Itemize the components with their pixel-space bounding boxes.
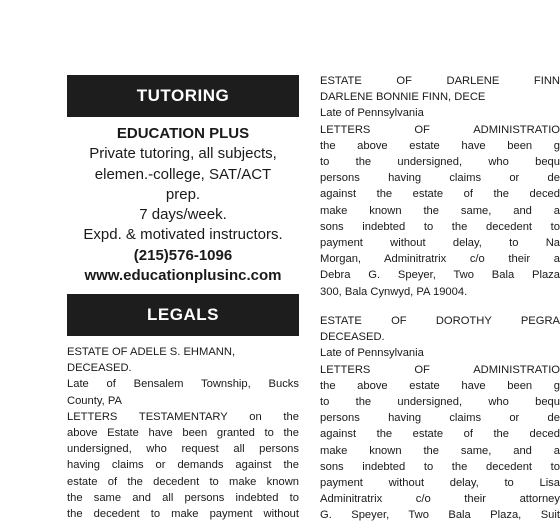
legal-text-line: ESTATE OF DARLENE FINN bbox=[320, 75, 560, 87]
legal-notice-finn bbox=[320, 73, 560, 300]
right-column-fragment bbox=[320, 0, 560, 522]
legal-text-line: DECEASED. bbox=[320, 331, 385, 344]
legal-text-line: payment without delay, to Lisa bbox=[320, 477, 560, 490]
legal-text-line: ESTATE OF DOROTHY PEGRA bbox=[320, 315, 560, 327]
legal-text-line: sons indebted to the decedent to bbox=[320, 460, 560, 473]
legal-text-line: to the undersigned, who bequ bbox=[320, 396, 560, 409]
legal-text-line: the decedent to make payment without bbox=[67, 508, 299, 521]
legal-text-line: Late of Bensalem Township, Bucks bbox=[67, 378, 299, 391]
legal-text-line: LETTERS OF ADMINISTRATIO bbox=[320, 363, 560, 376]
ad-text-line: prep. bbox=[165, 185, 201, 203]
ad-text-line: EDUCATION PLUS bbox=[116, 125, 250, 142]
legal-text-line: DARLENE BONNIE FINN, DECE bbox=[320, 91, 486, 104]
legal-text-line: the above estate have been g bbox=[320, 139, 560, 152]
legal-text-line: undersigned, who request all persons bbox=[67, 443, 299, 456]
legal-text-line: the same and all persons indebted to bbox=[67, 491, 299, 504]
ad-text-line: Expd. & motivated instructors. bbox=[83, 226, 283, 244]
legal-notice-ehmann bbox=[67, 344, 299, 522]
legal-text-line: make known the same, and a bbox=[320, 444, 560, 457]
legal-text-line: G. Speyer, Two Bala Plaza, Suit bbox=[320, 509, 560, 522]
legal-text-line: ESTATE OF ADELE S. EHMANN, bbox=[67, 346, 236, 358]
legal-text-line: DECEASED. bbox=[67, 362, 132, 375]
legal-text-line: LETTERS TESTAMENTARY on the bbox=[67, 410, 299, 423]
legal-text-line: sons indebted to the decedent to bbox=[320, 220, 560, 233]
legal-text-line: County, PA bbox=[67, 394, 122, 407]
ad-text-line: Private tutoring, all subjects, bbox=[89, 145, 277, 163]
legal-text-line: persons having claims or de bbox=[320, 172, 560, 185]
education-plus-ad bbox=[67, 124, 299, 286]
legal-text-line: above Estate have been granted to the bbox=[67, 427, 299, 440]
ad-text-line: (215)576-1096 bbox=[133, 246, 233, 264]
legal-text-line: having claims or demands against the bbox=[67, 459, 299, 472]
ad-text-line: elemen.-college, SAT/ACT bbox=[94, 165, 272, 183]
tutoring-header: TUTORING bbox=[67, 75, 299, 117]
legal-text-line: make known the same, and a bbox=[320, 204, 560, 217]
legal-text-line: against the estate of the deced bbox=[320, 188, 560, 201]
legal-text-line: Late of Pennsylvania bbox=[320, 347, 424, 360]
legal-text-line: to the undersigned, who bequ bbox=[320, 156, 560, 169]
legal-text-line: the above estate have been g bbox=[320, 379, 560, 392]
legal-text-line: Morgan, Adminitratrix c/o their a bbox=[320, 253, 560, 266]
legals-header: LEGALS bbox=[67, 294, 299, 336]
legal-text-line: Adminitratrix c/o their attorney bbox=[320, 493, 560, 506]
middle-column bbox=[67, 0, 299, 521]
legal-text-line: persons having claims or de bbox=[320, 412, 560, 425]
ad-text-line: www.educationplusinc.com bbox=[84, 267, 282, 285]
ad-text-line: 7 days/week. bbox=[139, 206, 227, 224]
legal-text-line: LETTERS OF ADMINISTRATIO bbox=[320, 123, 560, 136]
legal-text-line: payment without delay, to Na bbox=[320, 237, 560, 250]
legal-text-line: against the estate of the deced bbox=[320, 428, 560, 441]
legal-text-line: Late of Pennsylvania bbox=[320, 107, 424, 120]
legal-notice-pegra bbox=[320, 313, 560, 524]
legal-text-line: Debra G. Speyer, Two Bala Plaza bbox=[320, 269, 560, 282]
legal-text-line: estate of the decedent to make known bbox=[67, 475, 299, 488]
legal-text-line: 300, Bala Cynwyd, PA 19004. bbox=[320, 285, 468, 298]
